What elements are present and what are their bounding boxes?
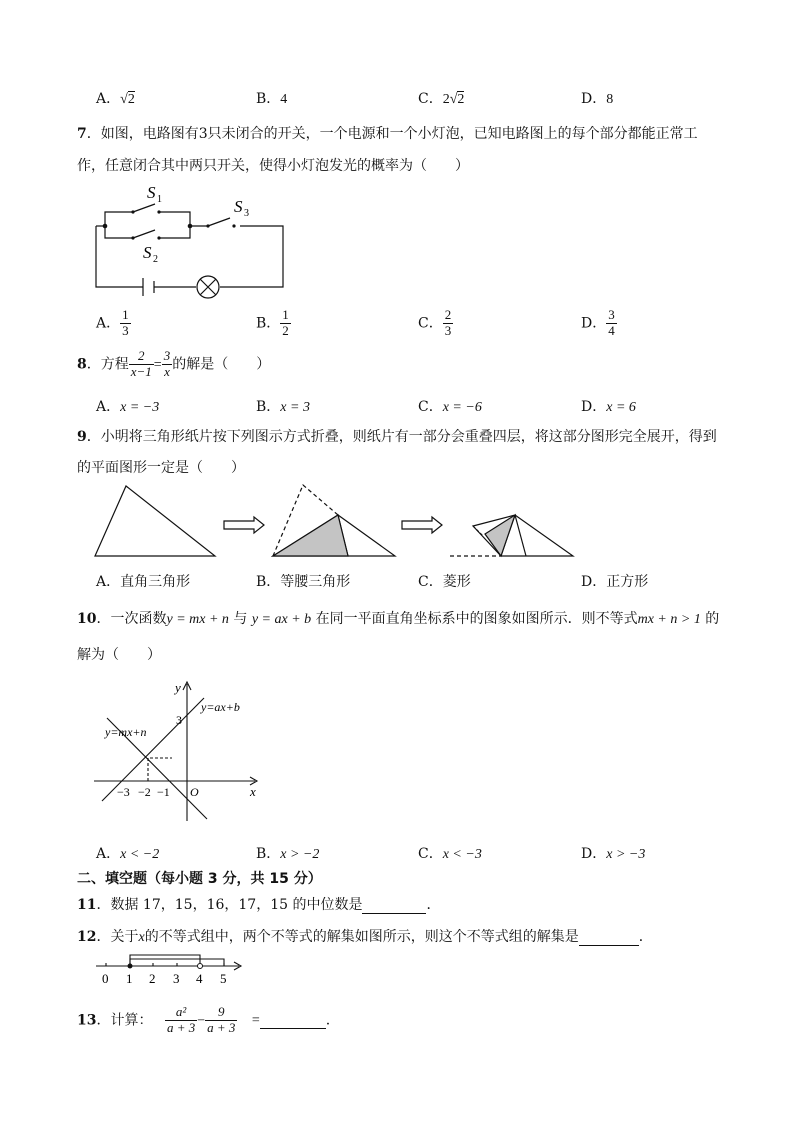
svg-text:y=mx+n: y=mx+n bbox=[105, 725, 147, 739]
q10-stem-line1: 10．一次函数y = mx + n 与 y = ax + b 在同一平面直角坐标系中的图象如图所示．则不等式mx + n > 1 的 bbox=[77, 611, 720, 627]
q10-stem-line2: 解为（ ） bbox=[77, 647, 161, 663]
q12-number-line bbox=[94, 950, 244, 988]
q11-stem: 11．数据 17，15，16，17，15 的中位数是 ． bbox=[77, 897, 441, 913]
svg-text:2: 2 bbox=[153, 254, 158, 265]
q7-option-d[interactable]: D． $\frac{3}{4}$ bbox=[581, 307, 615, 338]
q9-option-c[interactable]: C．菱形 bbox=[418, 574, 471, 590]
q9-option-b[interactable]: B．等腰三角形 bbox=[256, 574, 351, 590]
shaded-region bbox=[273, 515, 348, 556]
q6-option-c[interactable]: C．2√2 bbox=[418, 91, 465, 107]
q7-option-b[interactable]: B． $\frac{1}{2}$ bbox=[256, 307, 289, 338]
section-heading: 二、填空题（每小题 3 分，共 15 分） bbox=[77, 871, 322, 887]
q6-option-a[interactable]: A．√2 bbox=[96, 91, 135, 107]
q7-option-a[interactable]: A． $\frac{1}{3}$ bbox=[96, 307, 129, 338]
answer-blank[interactable] bbox=[579, 929, 639, 946]
svg-text:y=ax+b: y=ax+b bbox=[201, 700, 240, 714]
q9-stem-line2: 的平面图形一定是（ ） bbox=[77, 460, 245, 476]
q12-stem: 12．关于x的不等式组中，两个不等式的解集如图所示，则这个不等式组的解集是 ． bbox=[77, 929, 653, 945]
answer-blank[interactable] bbox=[260, 1012, 326, 1029]
q9-folding-diagram bbox=[90, 482, 580, 562]
q8-option-b[interactable]: B．x = 3 bbox=[256, 399, 310, 415]
svg-text:4: 4 bbox=[196, 971, 203, 986]
q8-option-a[interactable]: A．x = −3 bbox=[96, 399, 160, 415]
closed-point bbox=[128, 964, 133, 969]
svg-text:1: 1 bbox=[126, 971, 133, 986]
svg-text:3: 3 bbox=[244, 208, 249, 219]
q7-circuit-diagram bbox=[88, 180, 298, 305]
svg-text:3: 3 bbox=[176, 713, 182, 727]
svg-text:1: 1 bbox=[157, 194, 162, 205]
svg-text:−1: −1 bbox=[157, 785, 170, 799]
q10-option-a[interactable]: A．x < −2 bbox=[96, 846, 160, 862]
s1-label: S bbox=[147, 183, 156, 202]
answer-blank[interactable] bbox=[362, 897, 426, 914]
svg-text:O: O bbox=[190, 785, 199, 799]
sqrt-symbol: √ bbox=[120, 92, 128, 107]
q10-graph bbox=[90, 676, 270, 826]
q8-option-d[interactable]: D．x = 6 bbox=[581, 399, 636, 415]
q7-option-c[interactable]: C． $\frac{2}{3}$ bbox=[418, 307, 452, 338]
svg-text:5: 5 bbox=[220, 971, 227, 986]
open-point bbox=[198, 964, 203, 969]
q9-option-d[interactable]: D．正方形 bbox=[581, 574, 649, 590]
q9-option-a[interactable]: A．直角三角形 bbox=[96, 574, 191, 590]
q13-stem: 13．计算： $\frac{\text{a²}}{a + 3}$ − $\frac{9}{a + 3}$ = . bbox=[77, 1004, 331, 1035]
svg-text:−3: −3 bbox=[117, 785, 130, 799]
svg-text:y: y bbox=[175, 680, 181, 695]
s2-label: S bbox=[143, 243, 152, 262]
q6-option-d[interactable]: D．8 bbox=[581, 91, 614, 107]
q7-stem-line1: 7．如图，电路图有3只未闭合的开关，一个电源和一个小灯泡，已知电路图上的每个部分都能正常工 bbox=[77, 126, 698, 142]
q8-option-c[interactable]: C．x = −6 bbox=[418, 399, 482, 415]
svg-text:0: 0 bbox=[102, 971, 109, 986]
svg-text:−2: −2 bbox=[138, 785, 151, 799]
q7-stem-line2: 作，任意闭合其中两只开关，使得小灯泡发光的概率为（ ） bbox=[77, 158, 469, 174]
svg-text:3: 3 bbox=[173, 971, 180, 986]
q9-stem-line1: 9．小明将三角形纸片按下列图示方式折叠，则纸片有一部分会重叠四层，将这部分图形完全展开，得到 bbox=[77, 429, 717, 445]
q10-option-c[interactable]: C．x < −3 bbox=[418, 846, 482, 862]
q8-stem: 8．方程 $\frac{2}{x-1}$ = $\frac{3}{x}$ 的解是（ ） bbox=[77, 348, 271, 379]
svg-text:2: 2 bbox=[149, 971, 156, 986]
q10-option-d[interactable]: D．x > −3 bbox=[581, 846, 646, 862]
q10-option-b[interactable]: B．x > −2 bbox=[256, 846, 320, 862]
svg-text:x: x bbox=[250, 784, 256, 799]
s3-label: S bbox=[234, 197, 243, 216]
q6-option-b[interactable]: B．4 bbox=[256, 91, 288, 107]
